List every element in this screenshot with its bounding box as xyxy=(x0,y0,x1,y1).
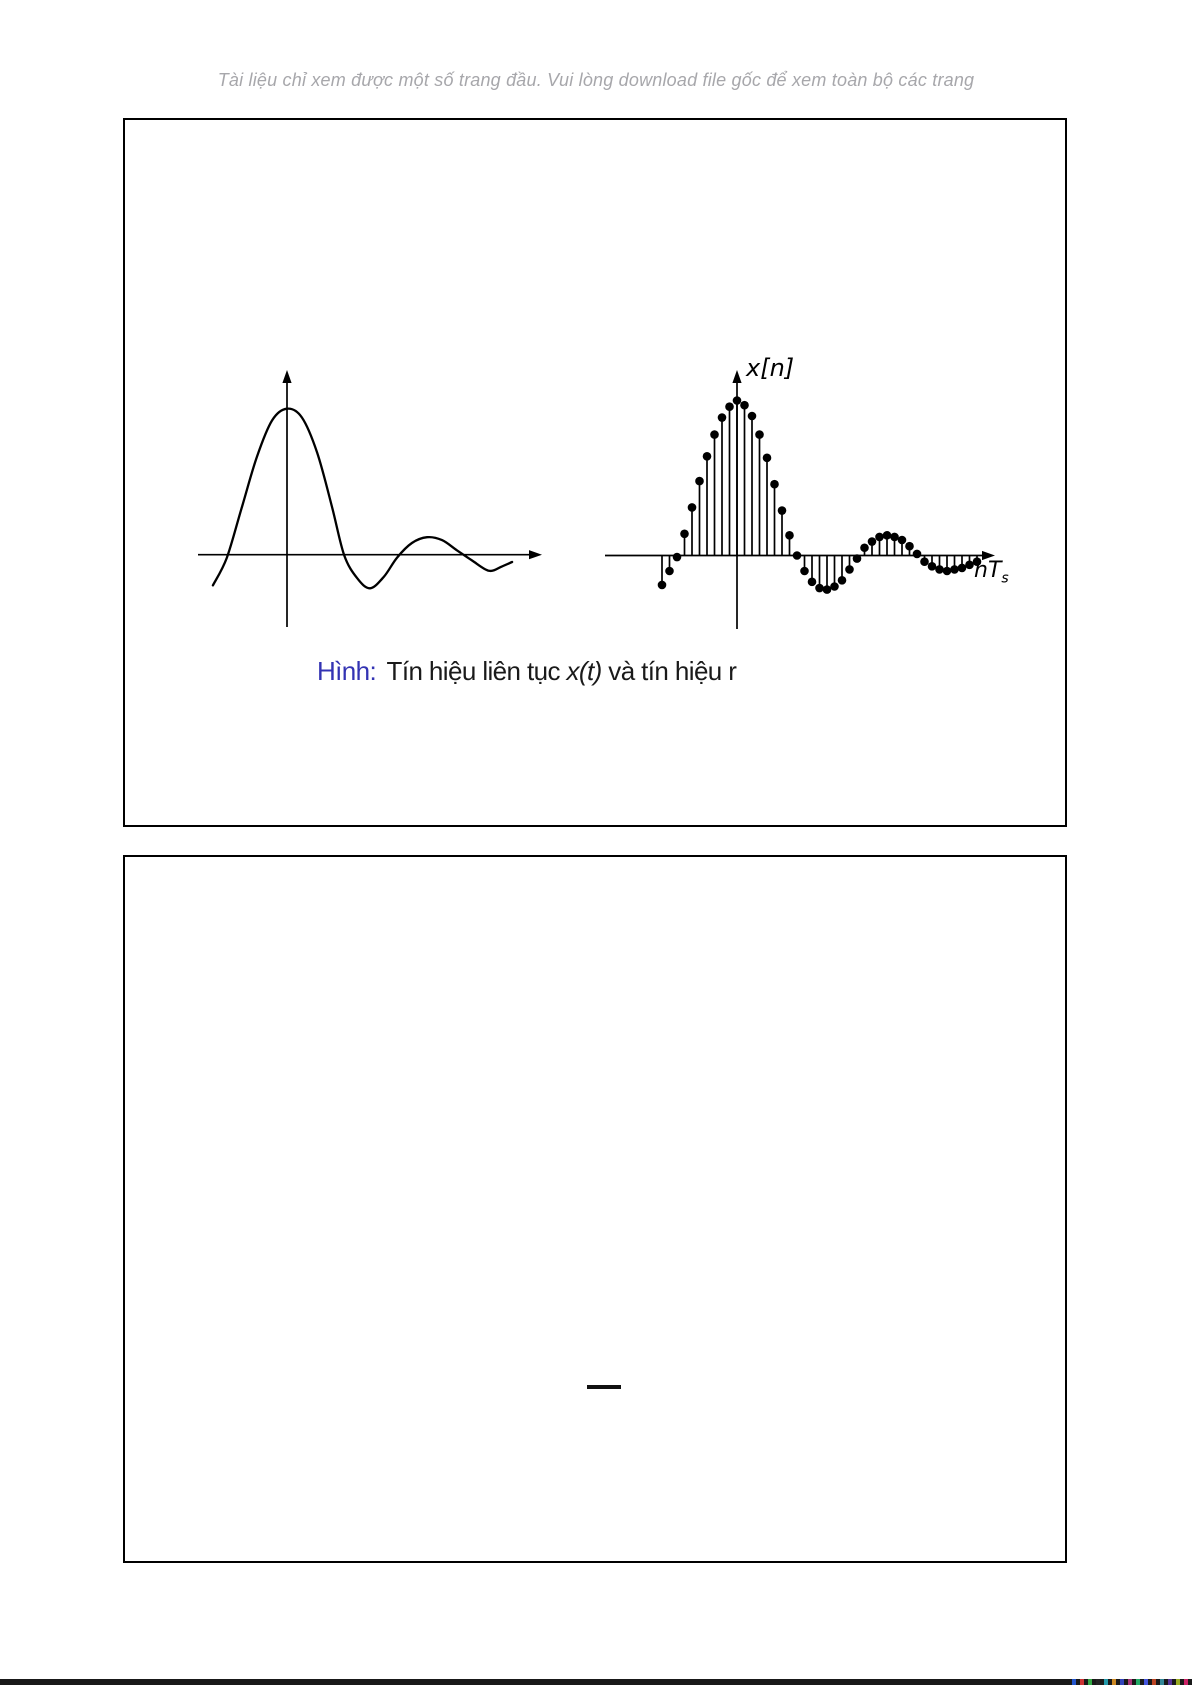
strip-speckle xyxy=(1168,1679,1172,1685)
stem-sample-dot xyxy=(718,413,727,422)
stem-sample-dot xyxy=(928,562,937,571)
stem-sample-dot xyxy=(725,402,734,411)
stem-sample-dot xyxy=(770,480,779,489)
stem-sample-dot xyxy=(755,430,764,439)
stem-sample-dot xyxy=(920,557,929,566)
stem-sample-dot xyxy=(860,543,869,552)
ylabel-xn xyxy=(746,354,794,382)
stem-sample-dot xyxy=(680,530,689,539)
stem-sample-dot xyxy=(710,430,719,439)
stem-sample-dot xyxy=(763,454,772,463)
strip-speckle xyxy=(1128,1679,1132,1685)
stem-sample-dot xyxy=(658,581,667,590)
stem-sample-dot xyxy=(935,565,944,574)
stem-sample-dot xyxy=(943,567,952,576)
strip-speckle xyxy=(1088,1679,1092,1685)
signal-plots xyxy=(125,120,1065,825)
xlabel-nts-sub: s xyxy=(1001,570,1009,587)
header-notice: Tài liệu chỉ xem được một số trang đầu. Vui lòng download file gốc để xem toàn bộ các trang xyxy=(217,70,975,90)
stem-sample-dot xyxy=(890,533,899,542)
slide-frame-1 xyxy=(123,118,1067,827)
caption-text-after: và tín hiệu r xyxy=(601,656,737,686)
stem-sample-dot xyxy=(785,531,794,540)
stem-sample-dot xyxy=(898,536,907,545)
stem-sample-dot xyxy=(905,542,914,551)
strip-speckle xyxy=(1136,1679,1140,1685)
caption-text-before: Tín hiệu liên tục xyxy=(386,656,567,686)
stem-sample-dot xyxy=(748,412,757,421)
stem-sample-dot xyxy=(950,565,959,574)
stem-sample-dot xyxy=(703,452,712,461)
stem-sample-dot xyxy=(845,565,854,574)
slide-frame-2 xyxy=(123,855,1067,1563)
caption-math: x(t) xyxy=(566,656,602,686)
caption-label: Hình: xyxy=(317,656,377,686)
strip-speckle xyxy=(1112,1679,1116,1685)
stem-sample-dot xyxy=(778,506,787,515)
stem-sample-dot xyxy=(823,585,832,594)
continuous-plot-x-axis-arrow xyxy=(529,550,542,559)
stem-sample-dot xyxy=(695,477,704,486)
stem-sample-dot xyxy=(965,561,974,570)
stem-sample-dot xyxy=(740,401,749,410)
xlabel-nts xyxy=(974,558,1009,586)
strip-speckle xyxy=(1120,1679,1124,1685)
strip-speckle xyxy=(1072,1679,1076,1685)
stem-sample-dot xyxy=(883,531,892,540)
strip-speckle xyxy=(1176,1679,1180,1685)
stem-sample-dot xyxy=(688,503,697,512)
stem-sample-dot xyxy=(793,551,802,560)
figure-caption xyxy=(317,656,736,687)
strip-speckle xyxy=(1096,1679,1100,1685)
stem-sample-dot xyxy=(838,576,847,585)
stem-sample-dot xyxy=(665,567,674,576)
stem-sample-dot xyxy=(673,553,682,562)
stem-plot-y-axis-arrow xyxy=(732,370,741,383)
stem-sample-dot xyxy=(800,567,809,576)
strip-speckle xyxy=(1160,1679,1164,1685)
bottom-strip xyxy=(0,1679,1192,1685)
strip-speckle xyxy=(1144,1679,1148,1685)
strip-speckle xyxy=(1152,1679,1156,1685)
stem-sample-dot xyxy=(815,584,824,593)
continuous-signal-curve xyxy=(213,409,512,589)
strip-speckle xyxy=(1080,1679,1084,1685)
stem-sample-dot xyxy=(733,396,742,405)
continuous-plot-y-axis-arrow xyxy=(282,370,291,383)
stem-sample-dot xyxy=(830,582,839,591)
fraction-bar xyxy=(587,1385,621,1389)
stem-sample-dot xyxy=(913,550,922,559)
xlabel-nts-text: nT xyxy=(974,558,1002,583)
stem-sample-dot xyxy=(853,554,862,563)
strip-speckle xyxy=(1184,1679,1188,1685)
ylabel-xn-text: x[n] xyxy=(746,354,795,382)
stem-sample-dot xyxy=(958,564,967,573)
stem-sample-dot xyxy=(875,533,884,542)
strip-speckle xyxy=(1104,1679,1108,1685)
stem-sample-dot xyxy=(868,537,877,546)
stem-sample-dot xyxy=(808,578,817,587)
